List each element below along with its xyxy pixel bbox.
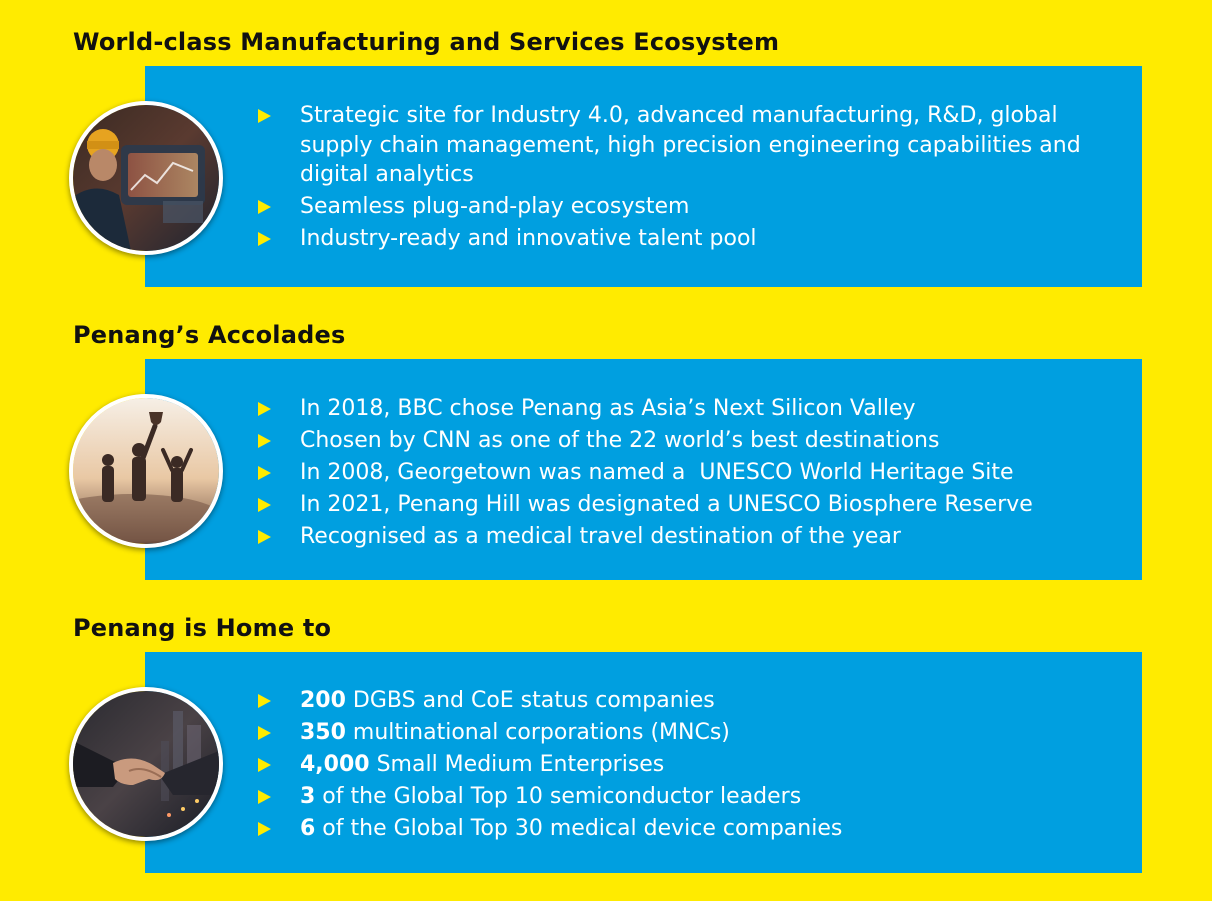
bullet-triangle-icon xyxy=(258,726,271,740)
list-item: 4,000 Small Medium Enterprises xyxy=(258,750,1118,780)
section-title: World-class Manufacturing and Services Ecosystem xyxy=(73,28,780,56)
list-item: Recognised as a medical travel destination of the year xyxy=(258,522,1118,552)
bullet-triangle-icon xyxy=(258,758,271,772)
section-title: Penang’s Accolades xyxy=(73,321,346,349)
list-item: Chosen by CNN as one of the 22 world’s best destinations xyxy=(258,426,1118,456)
list-item: 350 multinational corporations (MNCs) xyxy=(258,718,1118,748)
list-item: 6 of the Global Top 30 medical device companies xyxy=(258,814,1118,844)
bullet-triangle-icon xyxy=(258,790,271,804)
list-item: In 2018, BBC chose Penang as Asia’s Next Silicon Valley xyxy=(258,394,1118,424)
bullet-triangle-icon xyxy=(258,822,271,836)
bullet-list xyxy=(258,394,1118,554)
bullet-triangle-icon xyxy=(258,109,271,123)
engineer-tablet-icon xyxy=(69,101,223,255)
bullet-triangle-icon xyxy=(258,498,271,512)
bullet-triangle-icon xyxy=(258,232,271,246)
trophy-celebration-icon xyxy=(69,394,223,548)
list-item: 3 of the Global Top 10 semiconductor leaders xyxy=(258,782,1118,812)
bullet-triangle-icon xyxy=(258,434,271,448)
bullet-triangle-icon xyxy=(258,200,271,214)
bullet-list xyxy=(258,686,1118,846)
list-item: Strategic site for Industry 4.0, advanced manufacturing, R&D, global supply chain management, high precision engineering capabilities and digital analytics xyxy=(258,101,1118,190)
list-item: In 2021, Penang Hill was designated a UNESCO Biosphere Reserve xyxy=(258,490,1118,520)
bullet-triangle-icon xyxy=(258,694,271,708)
list-item: In 2008, Georgetown was named a UNESCO World Heritage Site xyxy=(258,458,1118,488)
bullet-list xyxy=(258,101,1118,256)
list-item: Seamless plug-and-play ecosystem xyxy=(258,192,1118,222)
section-title: Penang is Home to xyxy=(73,614,332,642)
list-item: Industry-ready and innovative talent pool xyxy=(258,224,1118,254)
list-item: 200 DGBS and CoE status companies xyxy=(258,686,1118,716)
handshake-icon xyxy=(69,687,223,841)
bullet-triangle-icon xyxy=(258,530,271,544)
bullet-triangle-icon xyxy=(258,402,271,416)
bullet-triangle-icon xyxy=(258,466,271,480)
